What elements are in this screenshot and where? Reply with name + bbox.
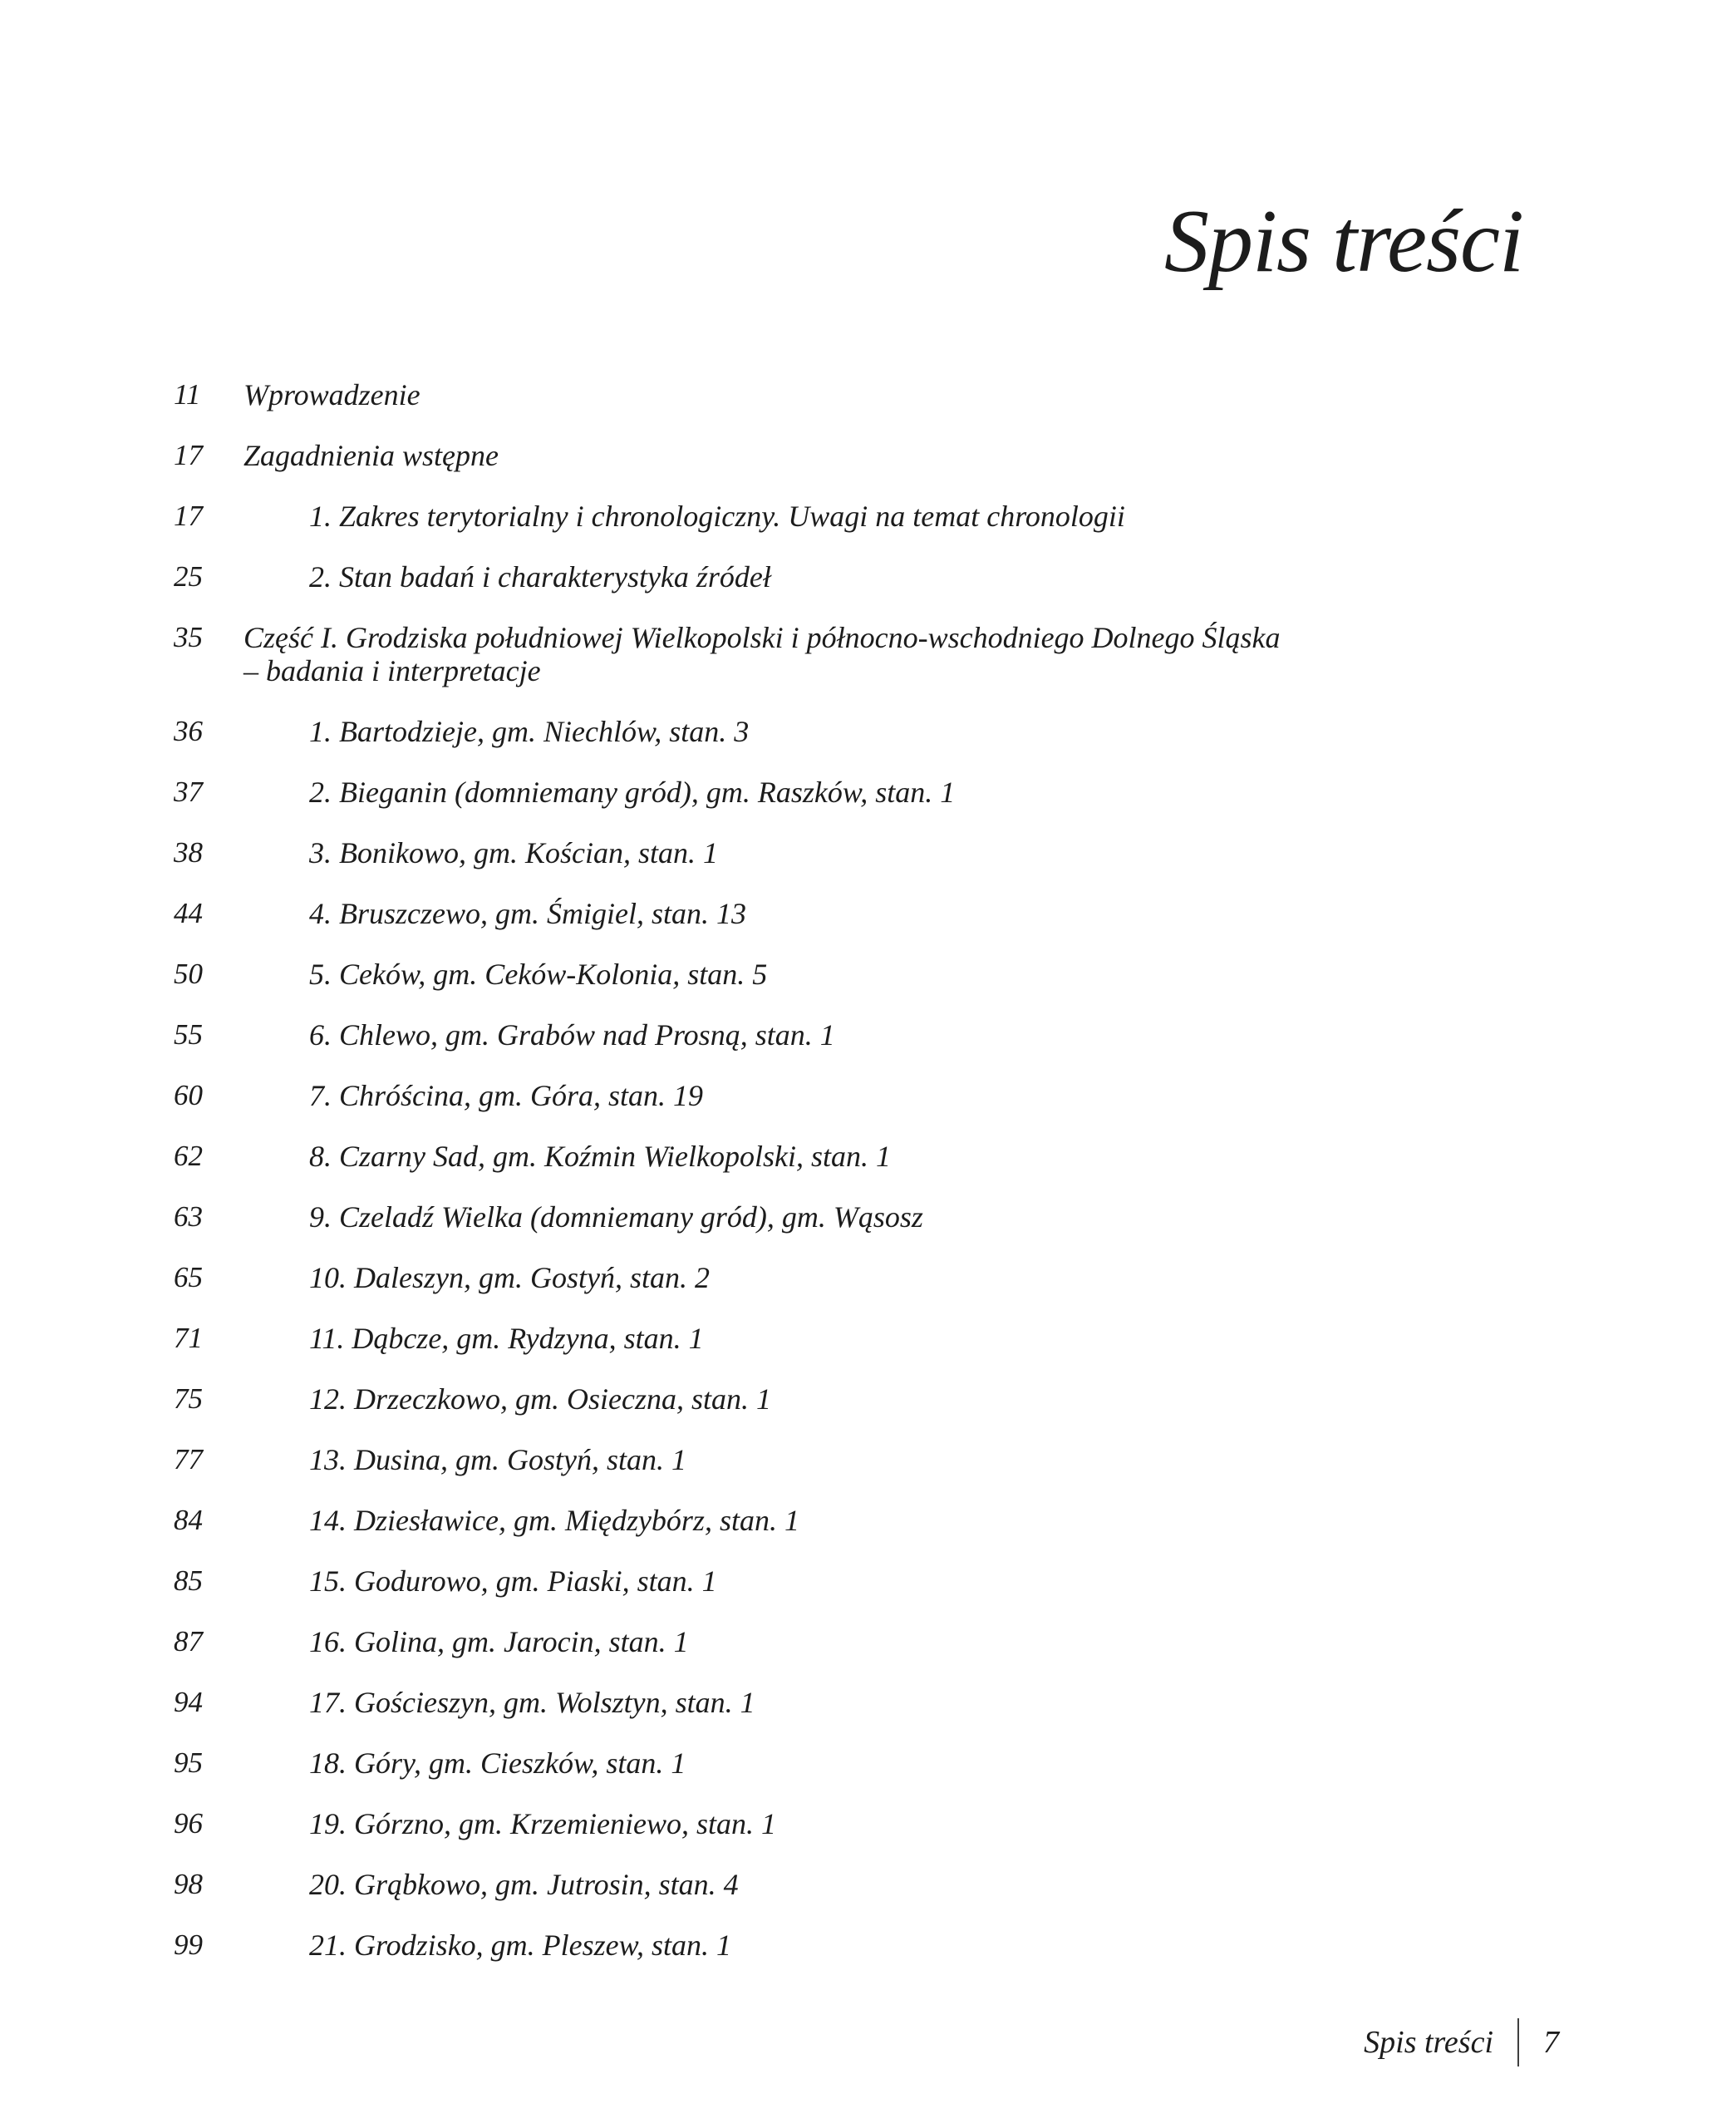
toc-entry-title: Część I. Grodziska południowej Wielkopolski i północno-wschodniego Dolnego Śląska – badania i interpretacje — [243, 621, 1570, 687]
toc-entry-title: 20. Grąbkowo, gm. Jutrosin, stan. 4 — [309, 1868, 739, 1901]
toc-entry-title: 9. Czeladź Wielka (domniemany gród), gm. Wąsosz — [309, 1200, 923, 1234]
toc-entry-title: 2. Bieganin (domniemany gród), gm. Raszków, stan. 1 — [309, 776, 956, 809]
footer-divider — [1517, 2018, 1519, 2066]
toc-entry — [174, 1504, 1570, 1537]
toc-entry-title-line2: – badania i interpretacje — [243, 654, 541, 687]
toc-entry-title: Wprowadzenie — [243, 378, 420, 411]
toc-entry — [174, 1868, 1570, 1901]
toc-entry — [174, 1261, 1570, 1294]
toc-entry-title: 5. Ceków, gm. Ceków-Kolonia, stan. 5 — [309, 958, 768, 991]
toc-entry-page-number: 99 — [174, 1928, 203, 1961]
page-title: Spis treści — [1164, 192, 1523, 292]
toc-entry-title: 1. Bartodzieje, gm. Niechlów, stan. 3 — [309, 715, 750, 748]
toc-entry-title: 7. Chróścina, gm. Góra, stan. 19 — [309, 1079, 704, 1112]
toc-entry — [174, 1746, 1570, 1780]
toc-entry-page-number: 55 — [174, 1018, 203, 1051]
toc-entry-page-number: 50 — [174, 958, 203, 990]
toc-entry-page-number: 17 — [174, 500, 203, 532]
footer-section-label: Spis treści — [1364, 2025, 1493, 2060]
toc-entry-title: 11. Dąbcze, gm. Rydzyna, stan. 1 — [309, 1322, 704, 1355]
toc-entry-title: 19. Górzno, gm. Krzemieniewo, stan. 1 — [309, 1807, 777, 1840]
toc-entry-title: 6. Chlewo, gm. Grabów nad Prosną, stan. 1 — [309, 1018, 835, 1052]
toc-entry — [174, 1807, 1570, 1840]
toc-entry-page-number: 35 — [174, 621, 203, 653]
toc-entry — [174, 1140, 1570, 1173]
toc-entry-title: 14. Dziesławice, gm. Międzybórz, stan. 1 — [309, 1504, 799, 1537]
toc-entry-page-number: 44 — [174, 897, 203, 929]
toc-entry — [174, 560, 1570, 594]
toc-entry-title: 12. Drzeczkowo, gm. Osieczna, stan. 1 — [309, 1382, 771, 1416]
toc-entry — [174, 1079, 1570, 1112]
footer-page-number: 7 — [1543, 2025, 1559, 2060]
page-footer — [1364, 2018, 1559, 2066]
toc-entry-title: 18. Góry, gm. Cieszków, stan. 1 — [309, 1746, 686, 1780]
toc-entry-page-number: 84 — [174, 1504, 203, 1536]
toc-entry-page-number: 95 — [174, 1746, 203, 1779]
toc-entry-page-number: 11 — [174, 378, 201, 411]
toc-entry-page-number: 62 — [174, 1140, 203, 1172]
toc-entry-title: 10. Daleszyn, gm. Gostyń, stan. 2 — [309, 1261, 710, 1294]
toc-entry — [174, 1625, 1570, 1658]
toc-entry — [174, 621, 1570, 687]
toc-entry — [174, 715, 1570, 748]
toc-entry — [174, 958, 1570, 991]
toc-entry — [174, 1928, 1570, 1962]
toc-entry-title: 3. Bonikowo, gm. Kościan, stan. 1 — [309, 836, 718, 869]
toc-entry-page-number: 17 — [174, 439, 203, 471]
toc-entry-title: 16. Golina, gm. Jarocin, stan. 1 — [309, 1625, 689, 1658]
toc-entry — [174, 1443, 1570, 1476]
toc-entry-title: 8. Czarny Sad, gm. Koźmin Wielkopolski, stan. 1 — [309, 1140, 891, 1173]
toc-entry-title: 15. Godurowo, gm. Piaski, stan. 1 — [309, 1564, 717, 1598]
toc-entry — [174, 500, 1570, 533]
toc-entry-page-number: 75 — [174, 1382, 203, 1415]
toc-list — [174, 378, 1570, 1989]
toc-entry-page-number: 94 — [174, 1686, 203, 1718]
toc-entry-page-number: 63 — [174, 1200, 203, 1233]
toc-entry — [174, 1018, 1570, 1052]
toc-entry-page-number: 77 — [174, 1443, 203, 1475]
toc-entry-page-number: 87 — [174, 1625, 203, 1658]
toc-entry-page-number: 38 — [174, 836, 203, 869]
toc-entry — [174, 836, 1570, 869]
toc-entry — [174, 439, 1570, 472]
toc-entry-title: 21. Grodzisko, gm. Pleszew, stan. 1 — [309, 1928, 731, 1962]
toc-entry-page-number: 37 — [174, 776, 203, 808]
toc-entry-title: 13. Dusina, gm. Gostyń, stan. 1 — [309, 1443, 687, 1476]
toc-entry — [174, 1322, 1570, 1355]
toc-entry — [174, 1382, 1570, 1416]
toc-entry-page-number: 36 — [174, 715, 203, 747]
toc-entry — [174, 378, 1570, 411]
toc-entry-title: 1. Zakres terytorialny i chronologiczny. Uwagi na temat chronologii — [309, 500, 1125, 533]
toc-entry — [174, 897, 1570, 930]
toc-entry-title: 17. Gościeszyn, gm. Wolsztyn, stan. 1 — [309, 1686, 755, 1719]
toc-entry-page-number: 85 — [174, 1564, 203, 1597]
toc-entry — [174, 1200, 1570, 1234]
toc-entry-page-number: 65 — [174, 1261, 203, 1293]
toc-entry — [174, 776, 1570, 809]
toc-entry-title: Zagadnienia wstępne — [243, 439, 499, 472]
toc-entry-page-number: 96 — [174, 1807, 203, 1840]
toc-entry-page-number: 71 — [174, 1322, 203, 1354]
toc-entry — [174, 1564, 1570, 1598]
toc-entry-title: 2. Stan badań i charakterystyka źródeł — [309, 560, 771, 594]
toc-entry-page-number: 60 — [174, 1079, 203, 1111]
toc-entry-title: 4. Bruszczewo, gm. Śmigiel, stan. 13 — [309, 897, 746, 930]
toc-entry-page-number: 25 — [174, 560, 203, 593]
toc-entry — [174, 1686, 1570, 1719]
toc-entry-page-number: 98 — [174, 1868, 203, 1900]
